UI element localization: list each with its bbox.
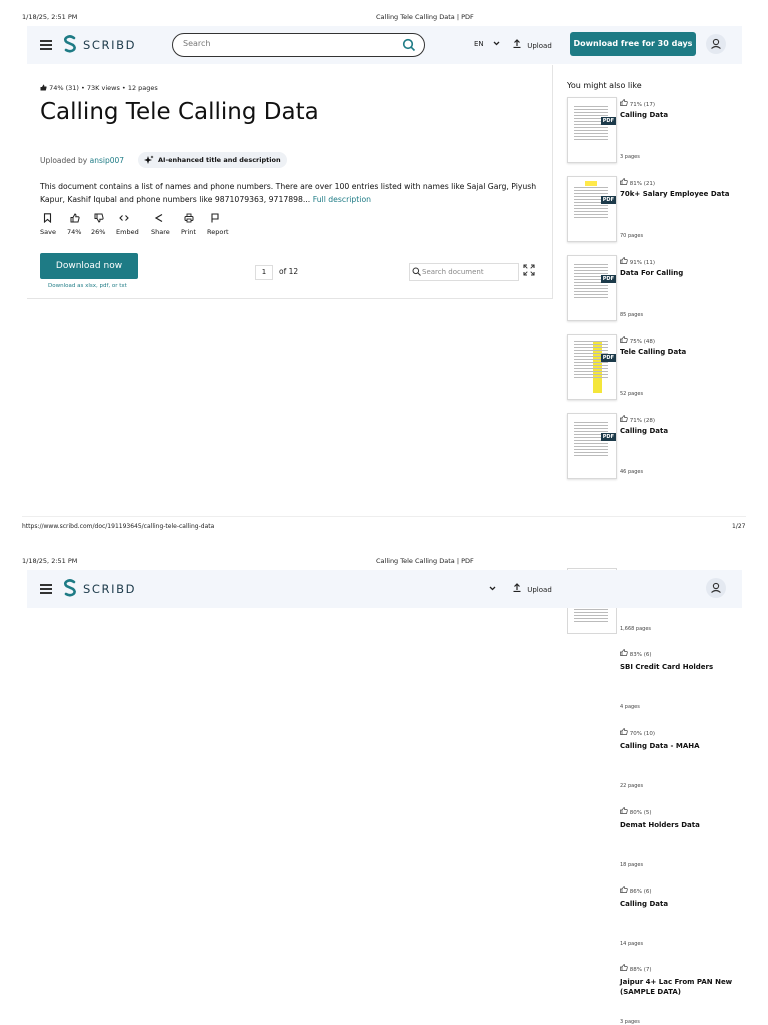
page-count: 70 pages [620,233,644,239]
document-meta-text: 74% (31) • 73K views • 12 pages [49,84,158,92]
rating-value: 70% (10) [629,731,656,737]
recommendations-heading: You might also like [567,81,642,90]
recommendation-title[interactable]: Calling Data [620,900,669,908]
search-placeholder: Search [183,39,211,48]
thumbs-up-icon [620,257,628,264]
thumbs-up-icon [620,964,628,971]
share-icon [154,213,164,223]
recommendation-item[interactable] [620,626,746,632]
page-count: 3 pages [620,154,640,160]
page-count: 14 pages [620,941,644,947]
document-thumbnail[interactable] [567,255,617,321]
rating-value: 86% (6) [629,889,652,895]
save-action[interactable] [40,213,70,236]
uploader-link[interactable]: ansip007 [89,156,125,165]
rating-value: 83% (6) [629,652,652,658]
hamburger-menu-icon[interactable] [40,584,52,594]
pdf-badge: PDF [602,434,614,440]
embed-label: Embed [116,228,139,236]
rating-value: 88% (7) [629,967,652,973]
uploaded-by-label: Uploaded by [40,156,88,165]
search-icon [412,267,421,276]
ai-enhanced-badge [138,152,287,168]
recommendation-item[interactable] [620,807,746,868]
code-icon [119,213,129,223]
print-datetime: 1/18/25, 2:51 PM [22,557,78,565]
page-count: 4 pages [620,704,640,710]
chevron-down-icon[interactable] [489,586,496,591]
upload-label: Upload [527,586,552,594]
share-action[interactable] [151,213,181,236]
thumbs-up-icon [620,886,628,893]
search-icon[interactable] [402,38,416,52]
thumbs-up-icon [70,213,80,223]
print-url: https://www.scribd.com/doc/191193645/calling-tele-calling-data [22,523,215,530]
recommendation-title[interactable]: Calling Data [620,427,669,435]
document-search-placeholder: Search document [422,267,484,276]
thumbs-up-icon [620,807,628,814]
recommendation-item[interactable] [620,886,746,947]
scribd-logo-icon[interactable] [63,579,77,597]
rating-value: 80% (5) [629,810,652,816]
rating-value: 75% (48) [629,339,656,345]
thumbs-up-icon [620,178,628,185]
page-number-input[interactable]: 1 [255,265,273,280]
page-count: 85 pages [620,312,644,318]
rating-value: 91% (11) [629,260,656,266]
rating-value: 81% (21) [629,181,656,187]
download-formats-link[interactable]: Download as xlsx, pdf, or txt [48,283,127,289]
print-datetime: 1/18/25, 2:51 PM [22,13,78,21]
document-meta [40,84,158,92]
upload-icon [513,583,521,592]
recommendation-item[interactable] [567,413,747,485]
language-selector[interactable] [474,40,500,48]
document-thumbnail[interactable] [567,334,617,400]
document-title: Calling Tele Calling Data [40,99,319,125]
rating [620,178,655,187]
share-label: Share [151,228,170,236]
flag-icon [210,213,220,223]
fullscreen-icon[interactable] [523,264,535,276]
top-navigation-bar [27,26,742,64]
sparkle-icon [144,155,154,165]
recommendation-title[interactable]: Calling Data [620,111,669,119]
user-account-icon[interactable] [706,34,726,54]
user-account-icon[interactable] [706,578,726,598]
language-label: EN [474,40,484,48]
scribd-wordmark[interactable]: SCRIBD [83,38,137,52]
page-count: 1,668 pages [620,626,651,632]
print-doc-title: Calling Tele Calling Data | PDF [376,557,474,565]
recommendation-title[interactable]: Data For Calling [620,269,684,277]
recommendation-title[interactable]: Jaipur 4+ Lac From PAN New (SAMPLE DATA) [620,978,733,996]
rating [620,807,746,816]
print-doc-title: Calling Tele Calling Data | PDF [376,13,474,21]
recommendation-title[interactable]: Calling Data - MAHA [620,742,700,750]
description-text: This document contains a list of names and phone numbers. There are over 100 entries listed with names like Sajal Garg, Piyush Kapur, Kashif Iqubal and phone numbers like 9871079363, 9717898... [40,182,537,204]
document-thumbnail[interactable] [567,413,617,479]
rating [620,99,655,108]
rating [620,257,655,266]
report-label: Report [207,228,229,236]
print-page-counter: 1/27 [732,523,746,530]
rating [620,336,655,345]
rating [620,728,746,737]
rating [620,649,746,658]
thumbs-up-icon [620,649,628,656]
rating [620,415,655,424]
recommendation-item[interactable] [567,255,747,327]
document-thumbnail[interactable] [567,97,617,163]
pdf-badge: PDF [602,118,614,124]
page-count: 18 pages [620,862,644,868]
recommendation-item[interactable] [567,97,747,169]
pdf-badge: PDF [602,197,614,203]
recommendation-item[interactable] [620,728,746,789]
document-info-card [27,65,553,299]
page-count: 46 pages [620,469,644,475]
document-search-input[interactable] [409,263,519,281]
page-divider [22,516,746,517]
page-count: 3 pages [620,1019,640,1025]
embed-action[interactable] [116,213,146,236]
uploaded-by [40,156,124,165]
recommendation-title[interactable]: Demat Holders Data [620,821,700,829]
recommendation-title[interactable]: 70k+ Salary Employee Data [620,190,730,198]
thumbs-up-icon [620,99,628,106]
thumbs-up-icon [620,728,628,735]
document-thumbnail[interactable] [567,176,617,242]
bookmark-icon [43,213,52,223]
recommendation-item[interactable] [567,334,747,406]
thumbs-up-icon [620,336,628,343]
recommendation-title[interactable]: Tele Calling Data [620,348,687,356]
upload-icon [513,39,521,48]
recommendation-title[interactable]: SBI Credit Card Holders [620,663,714,671]
hamburger-menu-icon[interactable] [40,40,52,50]
downvote-percent: 26% [91,228,106,236]
pdf-badge: PDF [602,355,614,361]
download-free-button[interactable]: Download free for 30 days [570,32,696,56]
full-description-link[interactable]: Full description [312,194,372,204]
download-now-button[interactable]: Download now [40,253,138,279]
upload-button[interactable] [513,39,552,50]
top-navigation-bar [27,570,742,608]
ai-badge-label: AI-enhanced title and description [158,156,281,164]
upvote-percent: 74% [67,228,82,236]
thumbs-up-icon [620,415,628,422]
save-label: Save [40,228,56,236]
rating [620,964,746,973]
upload-label: Upload [527,42,552,50]
scribd-logo-icon[interactable] [63,35,77,53]
search-input[interactable] [172,33,425,57]
scribd-wordmark[interactable]: SCRIBD [83,582,137,596]
pdf-badge: PDF [602,276,614,282]
recommendation-item[interactable] [567,176,747,248]
report-action[interactable] [207,213,237,236]
recommendation-item[interactable] [620,964,746,1025]
rating [620,886,746,895]
rating-value: 71% (17) [629,102,656,108]
page-count: 22 pages [620,783,644,789]
page-total: of 12 [279,267,299,276]
chevron-down-icon [493,41,500,46]
rating-value: 71% (28) [629,418,656,424]
print-label: Print [181,228,196,236]
document-description [40,181,540,206]
printer-icon [184,213,194,223]
thumbs-down-icon [94,213,104,223]
thumbs-up-icon [40,84,47,91]
upload-button[interactable] [513,583,552,594]
recommendation-item[interactable] [620,649,746,710]
page-count: 52 pages [620,391,644,397]
